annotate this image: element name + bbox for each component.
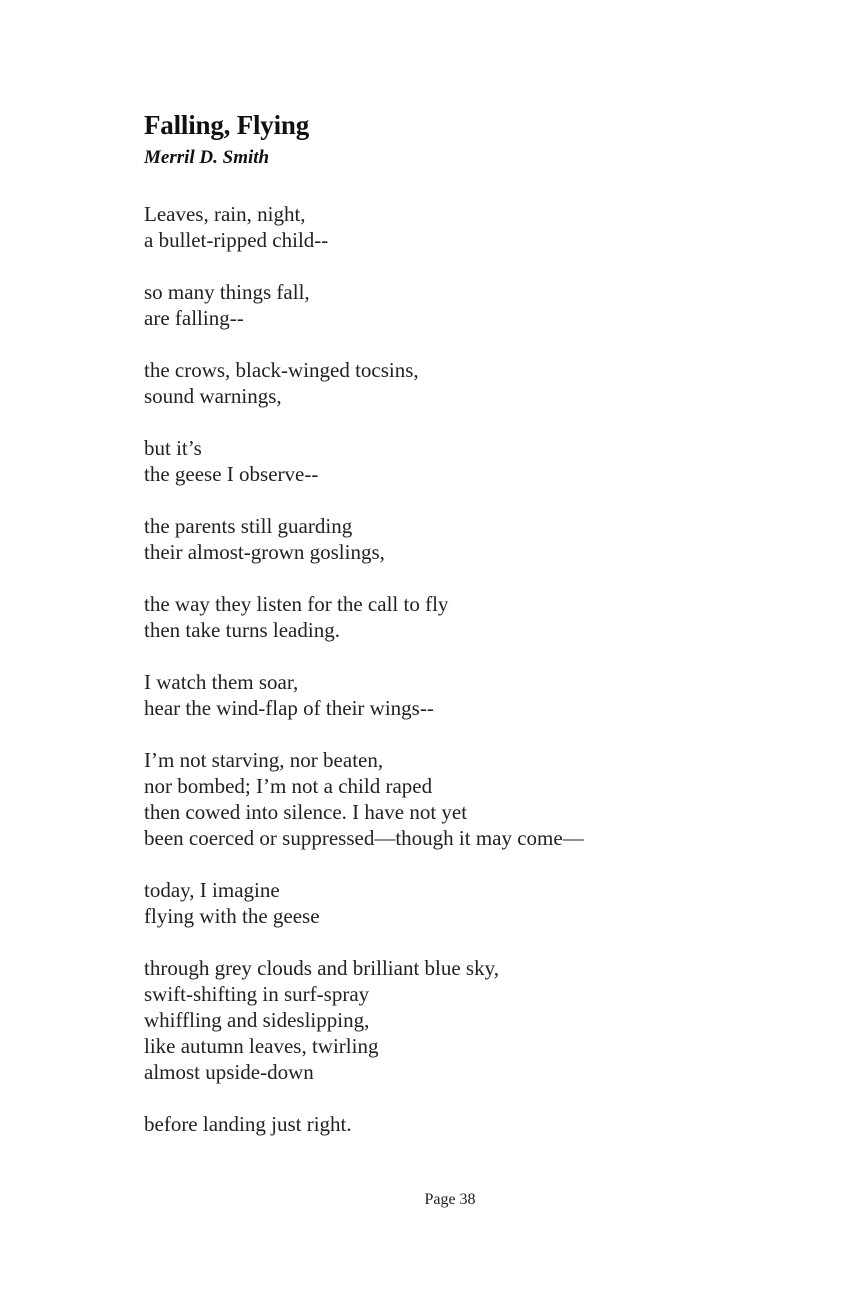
poem-stanza <box>144 747 764 851</box>
poem-line: almost upside-down <box>144 1060 314 1084</box>
poem-line: through grey clouds and brilliant blue sky, <box>144 956 499 980</box>
poem-author: Merril D. Smith <box>144 147 270 168</box>
poem-line: their almost-grown goslings, <box>144 540 385 564</box>
poem-line: then take turns leading. <box>144 618 340 642</box>
poem-stanza <box>144 513 764 565</box>
poem-line: the crows, black-winged tocsins, <box>144 358 419 382</box>
poem-line: like autumn leaves, twirling <box>144 1034 379 1058</box>
poem-stanza <box>144 279 764 331</box>
poem-line: the geese I observe-- <box>144 462 319 486</box>
poem-line: Leaves, rain, night, <box>144 202 306 226</box>
poem-line: but it’s <box>144 436 202 460</box>
poem-line: then cowed into silence. I have not yet <box>144 800 468 824</box>
poem-line: hear the wind-flap of their wings-- <box>144 696 434 720</box>
poem-line: I watch them soar, <box>144 670 299 694</box>
poem-line: a bullet-ripped child-- <box>144 228 329 252</box>
poem-line: been coerced or suppressed—though it may come— <box>144 826 584 850</box>
poem-line: today, I imagine <box>144 878 280 902</box>
poem-line: before landing just right. <box>144 1112 352 1136</box>
poem-stanza <box>144 435 764 487</box>
poem-stanza <box>144 591 764 643</box>
poem-line: are falling-- <box>144 306 244 330</box>
poem-stanza <box>144 201 764 253</box>
poem-stanza <box>144 955 764 1085</box>
poem-line: swift-shifting in surf-spray <box>144 982 370 1006</box>
poem-stanza <box>144 1111 764 1137</box>
poem-line: I’m not starving, nor beaten, <box>144 748 384 772</box>
poem-line: sound warnings, <box>144 384 282 408</box>
poem-line: the way they listen for the call to fly <box>144 592 449 616</box>
poem-line: whiffling and sideslipping, <box>144 1008 370 1032</box>
poem-stanza <box>144 669 764 721</box>
poem-line: flying with the geese <box>144 904 320 928</box>
poem-stanza <box>144 877 764 929</box>
page-number: Page 38 <box>424 1191 476 1208</box>
poem-body <box>144 201 764 1163</box>
poem-line: the parents still guarding <box>144 514 353 538</box>
poem-stanza <box>144 357 764 409</box>
poem-line: nor bombed; I’m not a child raped <box>144 774 433 798</box>
poem-title: Falling, Flying <box>144 110 310 140</box>
poem-line: so many things fall, <box>144 280 310 304</box>
